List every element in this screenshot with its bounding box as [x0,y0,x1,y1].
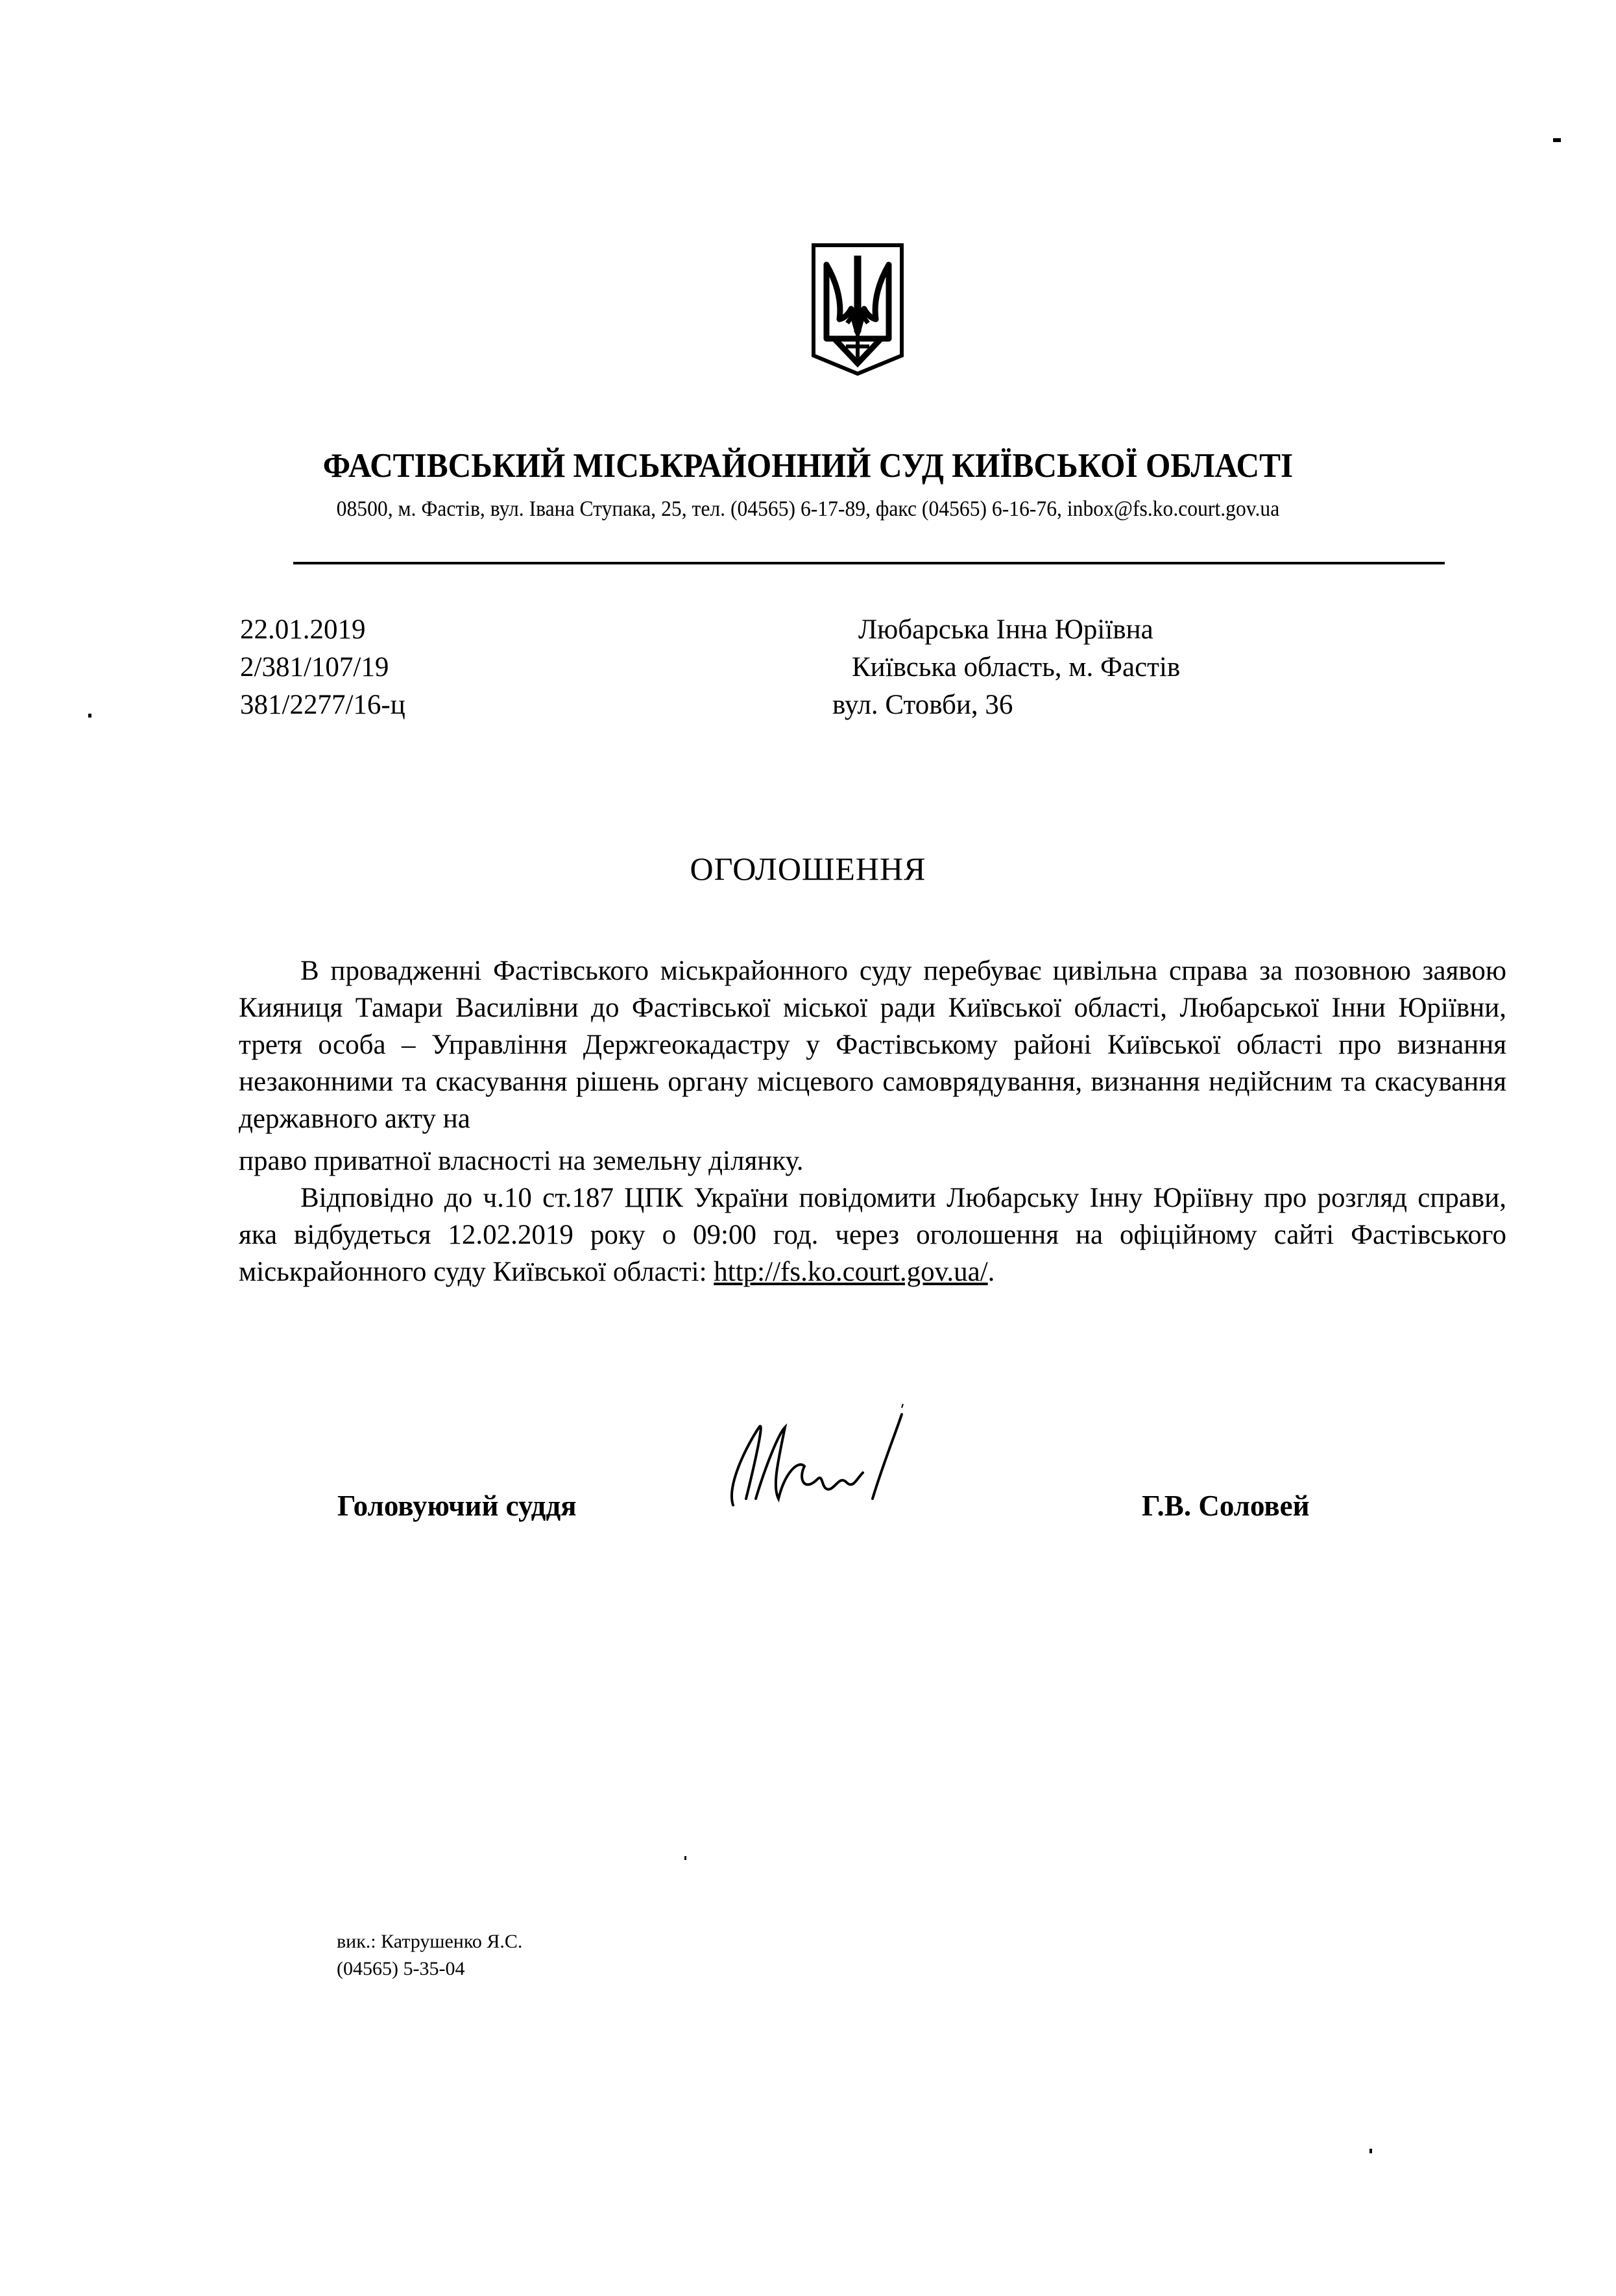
judge-name: Г.В. Соловей [1142,1490,1310,1522]
recipient-region: Київська область, м. Фастів [852,652,1181,683]
judge-position: Головуючий суддя [337,1490,577,1522]
paragraph-hearing-notice [239,1179,1506,1290]
reference-block [240,611,405,724]
signature-icon [707,1401,928,1518]
document-date: 22.01.2019 [240,614,366,645]
executor-phone: (04565) 5-35-04 [337,1958,465,1979]
case-number: 381/2277/16-ц [240,690,405,720]
recipient-block [832,611,1180,724]
scan-speck [88,714,91,718]
executor-block [337,1928,522,1983]
recipient-name: Любарська Інна Юріївна [858,614,1153,645]
paragraph-1-last-line: право приватної власності на земельну ділянку. [239,1146,804,1176]
document-body [239,952,1506,1290]
coat-of-arms-icon [808,241,907,376]
scan-speck [684,1856,686,1860]
paragraph-2-text: Відповідно до ч.10 ст.187 ЦПК України повідомити Любарську Інну Юріївну про розгляд справи, яка відбудеться 12.02.2019 року о 09:00 год. через оголошення на офіційному сайті Фастівського міськрайонного суду Київської області: [239,1183,1506,1287]
document-heading: ОГОЛОШЕННЯ [690,851,926,887]
recipient-street: вул. Стовби, 36 [832,690,1013,720]
scan-speck [1369,2149,1372,2153]
scan-speck [1553,138,1561,142]
paragraph-2-end: . [987,1257,995,1287]
paragraph-1-text: В провадженні Фастівського міськрайонного суду перебуває цивільна справа за позовною заявою Кияниця Тамари Василівни до Фастівської міської ради Київської області, Любарської Інни Юріївни, третя особа – Управління Держгеокадастру у Фастівському районі Київської області про визнання незаконними та скасування рішень органу місцевого самоврядування, визнання недійсним та скасування державного акту на [239,956,1506,1134]
header-divider [293,562,1445,564]
executor-name: вик.: Катрушенко Я.С. [337,1931,523,1952]
court-address: 08500, м. Фастів, вул. Івана Ступака, 25, тел. (04565) 6-17-89, факс (04565) 6-16-76, inbox@fs.ko.court.gov.ua [336,497,1280,521]
court-website-link[interactable]: http://fs.ko.court.gov.ua/ [714,1257,988,1287]
outgoing-number: 2/381/107/19 [240,652,389,683]
paragraph-case-description [239,952,1506,1179]
court-title: ФАСТІВСЬКИЙ МІСЬКРАЙОННИЙ СУД КИЇВСЬКОЇ ОБЛАСТІ [322,447,1294,485]
